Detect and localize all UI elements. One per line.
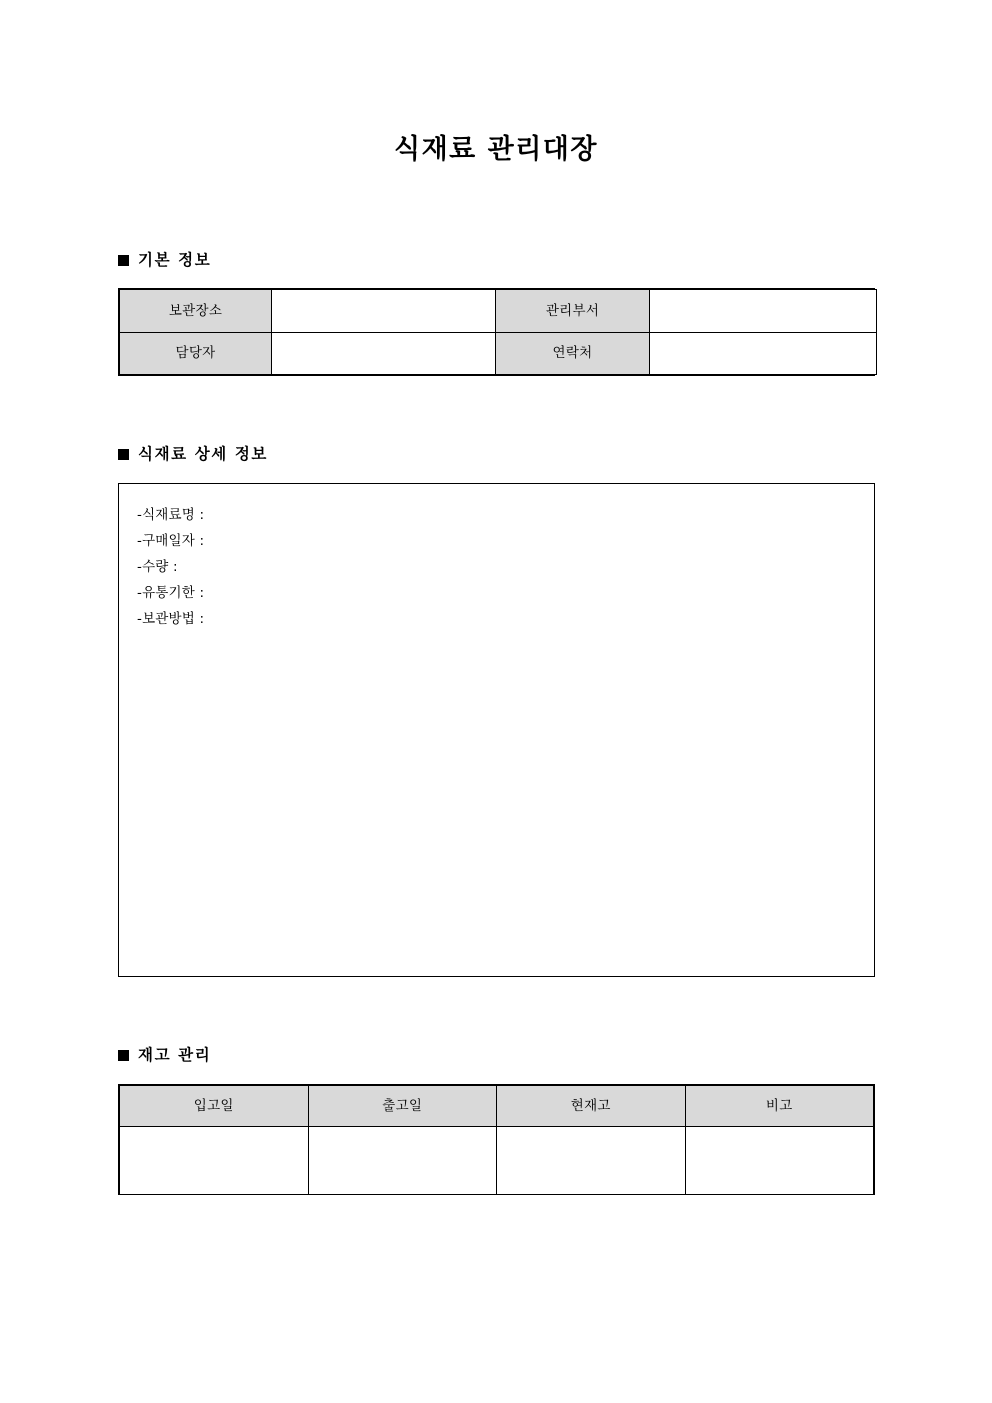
column-header-remarks: 비고 [685,1086,874,1127]
table-row [120,332,877,375]
ingredient-detail-box[interactable] [118,483,875,977]
cell-remarks[interactable] [685,1127,874,1195]
filled-square-bullet-icon [118,255,129,266]
label-cell-management-department: 관리부서 [496,290,650,333]
cell-issue-date[interactable] [308,1127,497,1195]
detail-line-ingredient-name: -식재료명 : [137,507,205,523]
value-cell-contact[interactable] [650,332,877,375]
stock-management-table [118,1084,875,1195]
column-header-issue-date: 출고일 [308,1086,497,1127]
filled-square-bullet-icon [118,449,129,460]
table-row [120,290,877,333]
cell-receipt-date[interactable] [120,1127,309,1195]
table-row [120,1127,874,1195]
page-title: 식재료 관리대장 [394,134,598,165]
basic-info-table [118,288,875,376]
table-header-row [120,1086,874,1127]
detail-line-storage-method: -보관방법 : [137,611,205,627]
label-cell-person-in-charge: 담당자 [120,332,272,375]
column-header-receipt-date: 입고일 [120,1086,309,1127]
column-header-current-stock: 현재고 [497,1086,686,1127]
section-heading-label: 재고 관리 [138,1046,212,1064]
detail-line-purchase-date: -구매일자 : [137,533,205,549]
value-cell-person-in-charge[interactable] [272,332,496,375]
section-heading-label: 기본 정보 [138,251,212,269]
detail-line-quantity: -수량 : [137,559,178,575]
section-heading-label: 식재료 상세 정보 [138,445,269,463]
label-cell-contact: 연락처 [496,332,650,375]
value-cell-storage-location[interactable] [272,290,496,333]
section-heading-basic-info [118,251,211,270]
filled-square-bullet-icon [118,1050,129,1061]
value-cell-management-department[interactable] [650,290,877,333]
section-heading-ingredient-detail [118,445,268,464]
label-cell-storage-location: 보관장소 [120,290,272,333]
detail-line-expiration-date: -유통기한 : [137,585,205,601]
section-heading-stock-management [118,1046,211,1065]
cell-current-stock[interactable] [497,1127,686,1195]
